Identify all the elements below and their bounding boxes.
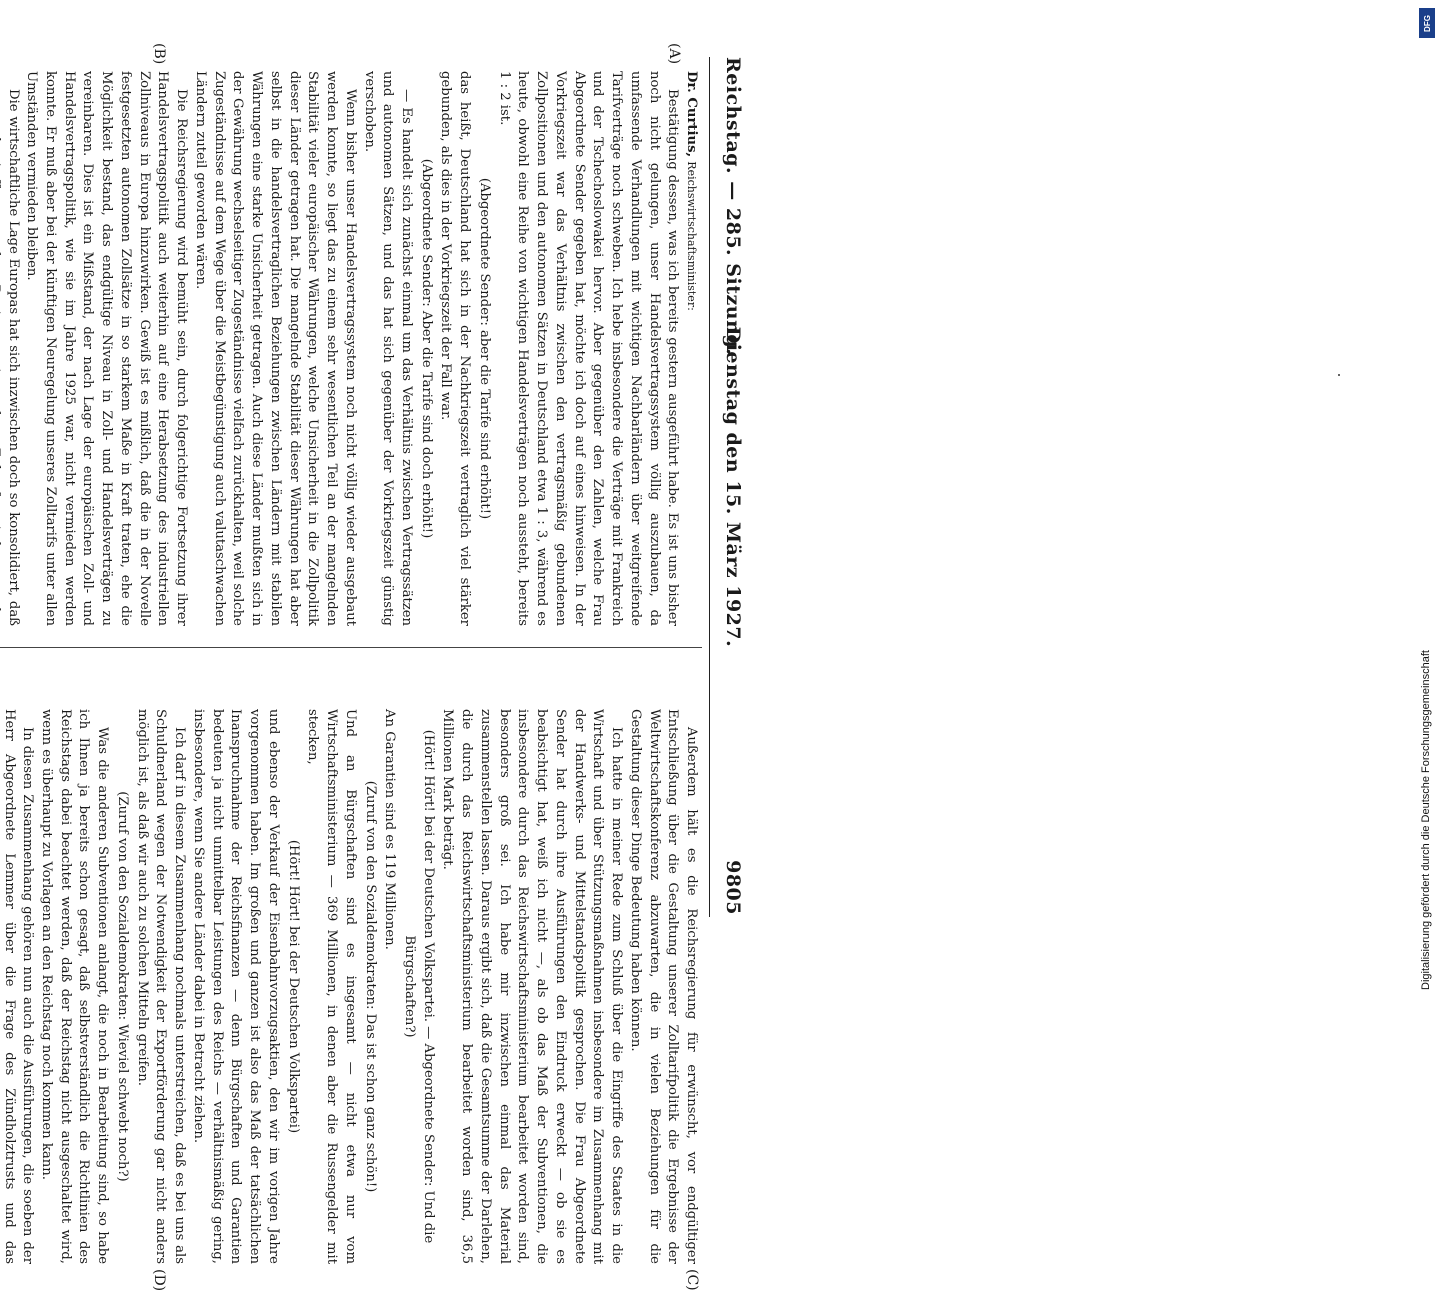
paragraph: An Garantien sind es 119 Millionen. xyxy=(382,709,398,950)
speaker-line xyxy=(681,71,700,626)
paragraph: In diesen Zusammenhang gehören nun auch die Ausführungen, die soeben der Herr Abgeordnete Lemmer über die Frage des Zündholztrusts und das xyxy=(1,709,36,1264)
margin-mark-c: (C) xyxy=(684,1269,700,1291)
paragraph: — Es handelt sich zunächst einmal um das Verhältnis zwischen Vertragssätzen und autonomen Sätzen, und das hat sich gegenüber der Vorkriegszeit günstig verschoben. xyxy=(361,71,414,626)
interjection: (Hört! Hört! bei der Deutschen Volkspartei. — Abgeordnete Sender: Und die Bürgschaften?) xyxy=(401,729,436,1244)
rotated-page xyxy=(0,37,752,1291)
header-left: Reichstag. — 285. Sitzung. xyxy=(722,57,744,356)
paragraph: Bestätigung dessen, was ich bereits gestern ausgeführt habe. Es ist uns bisher noch nicht gelungen, unser Handelsvertragssystem völlig auszubauen, da umfassende Verhandlungen mit wichtigen Nachbarländern über weitgreifende Tarifverträge noch schweben. Ich hebe insbesondere die Verträge mit Frankreich und der Tschechoslowakei hervor. Aber gegenüber den Zahlen, welche Frau Abgeordnete Sender gegeben hat, möchte ich doch auf eines hinweisen. In der Vorkriegszeit war das Verhältnis zwischen den vertragsmäßig gebundenen Zollpositionen und den autonomen Sätzen in Deutschland etwa 1 : 3, während es heute, obwohl eine Reihe von wichtigen Handelsverträgen noch aussteht, bereits 1 : 2 ist. xyxy=(496,71,681,626)
interjection: (Zuruf von den Sozialdemokraten: Das ist schon ganz schön!) xyxy=(362,780,378,1193)
paragraph: Die Reichsregierung wird bemüht sein, durch folgerichtige Fortsetzung ihrer Handelsvertragspolitik auch weiterhin auf eine Herabsetzung des industriellen Zollniveaus in Europa hinzuwirken. Gewiß ist es mißlich, daß die in der Novelle festgesetzten autonomen Zollsätze in so starkem Maße in Kraft traten, ehe die Möglichkeit bestand, das endgültige Niveau in Zoll- und Handelsverträgen zu vereinbaren. Dies ist ein Mißstand, der nach Lage der europäischen Zoll- und Handelsvertragspolitik, wie sie im Jahre 1925 war, nicht vermieden werden konnte. Er muß aber bei der künftigen Neuregelung unseres Zolltarifs unter allen Umständen vermieden bleiben. xyxy=(24,71,190,626)
speaker-name: Dr. Curtius, xyxy=(684,71,699,158)
paragraph: Ich darf in diesem Zusammenhang nochmals unterstreichen, daß es bei uns als Schuldnerland wegen der Notwendigkeit der Exportförderung gar nicht anders möglich ist, als daß wir auch zu solchen Mitteln greifen. xyxy=(134,709,188,1264)
paragraph: Außerdem hält es die Reichsregierung für erwünscht, vor endgültiger Entschließung über die Gestaltung unserer Zolltarifpolitik die Ergebnisse der Weltwirtschaftskonferenz abzuwarten, die in vielen Beziehungen für die Gestaltung dieser Dinge Bedeutung haben können. xyxy=(627,709,699,1264)
paragraph: und ebenso der Verkauf der Eisenbahnvorzugsaktien, den wir im vorigen Jahre vorgenommen haben. Im großen und ganzen ist also das Maß der tatsächlichen Inanspruchnahme der Reichsfinanzen — denn Bürgschaften und Garantien bedeuten ja nicht unmittelbar Leistungen des Reichs — verhältnismäßig gering, insbesondere, wenn Sie andere Länder dabei in Betracht ziehen. xyxy=(190,709,281,1264)
paragraph: Die wirtschaftliche Lage Europas hat sich inzwischen doch so konsolidiert, daß xyxy=(5,89,21,626)
right-column xyxy=(0,709,700,1264)
interjection: (Abgeordnete Sender: aber die Tarife sind erhöht!) xyxy=(476,177,492,520)
speaker-role: Reichswirtschaftsminister: xyxy=(685,161,698,311)
paragraph: Wenn bisher unser Handelsvertragssystem noch nicht völlig wieder ausgebaut werden konnte, so liegt das zu einem sehr wesentlichen Teil an der mangelnden Stabilität vieler europäischer Währungen, welche Unsicherheit in die Zollpolitik dieser Länder getragen hat. Die mangelnde Stabilität dieser Währungen hat aber selbst in die handelsvertraglichen Beziehungen zwischen Ländern mit stabilen Währungen eine starke Unsicherheit getragen. Auch diese Länder mußten sich in der Gewährung wechselseitiger Zugeständnisse vielfach zurückhalten, weil solche Zugeständnisse auf dem Wege über die Meistbegünstigung auch valutaschwachen Ländern zuteil geworden wären. xyxy=(192,71,358,626)
paragraph: Ich hatte in meiner Rede zum Schluß über die Eingriffe des Staates in die Wirtschaft und über Stützungsmaßnahmen insbesondere im Zusammenhang mit der Handwerks- und Mittelstandspolitik gesprochen. Die Frau Abgeordnete Sender hat durch ihre Ausführungen den Eindruck erweckt — ob sie es beabsichtigt hat, weiß ich nicht —, als ob das Maß der Subventionen, die insbesondere durch das Reichswirtschaftsministerium bearbeitet worden sind, besonders groß sei. Ich habe mir inzwischen einmal das Material zusammenstellen lassen. Daraus ergibt sich, daß die Gesamtsumme der Darlehen, die durch das Reichswirtschaftsministerium bearbeitet worden sind, 36,5 Millionen Mark beträgt. xyxy=(440,709,625,1264)
page-header xyxy=(704,37,744,937)
interjection: (Zuruf von den Sozialdemokraten: Wieviel schwebt noch?) xyxy=(114,791,130,1182)
column-divider xyxy=(0,647,702,648)
interjection: (Hört! Hört! bei der Deutschen Volkspartei) xyxy=(285,839,301,1134)
header-rule xyxy=(709,57,710,917)
header-center: Dienstag den 15. März 1927. xyxy=(722,326,744,648)
header-page-number: 9805 xyxy=(722,860,744,915)
paragraph: Und an Bürgschaften sind es insgesamt — nicht etwa nur vom Wirtschaftsministerium — 369 Millionen, in denen aber die Russengelder mit stecken, xyxy=(305,709,358,1264)
left-column xyxy=(0,71,700,626)
paragraph: das heißt, Deutschland hat sich in der Nachkriegszeit vertraglich viel stärker gebunden, als dies in der Vorkriegszeit der Fall war. xyxy=(438,71,473,626)
margin-mark-a: (A) xyxy=(666,43,682,65)
margin-mark-d: (D) xyxy=(151,1269,167,1291)
scan-speck xyxy=(1338,374,1340,376)
margin-mark-b: (B) xyxy=(151,43,167,65)
interjection: (Abgeordnete Sender: Aber die Tarife sind doch erhöht!) xyxy=(418,158,434,539)
digitization-credit-text: Digitalisierung gefördert durch die Deutsche Forschungsgemeinschaft xyxy=(1420,650,1432,990)
digitization-credit xyxy=(1418,10,1438,990)
dfg-badge: DFG xyxy=(1419,8,1435,38)
paragraph: Was die anderen Subventionen anlangt, die noch in Bearbeitung sind, so habe ich Ihnen ja bereits schon gesagt, daß selbstverständlich die Richtlinien des Reichstags dabei beachtet werden, daß der Reichstag nicht ausgeschaltet wird, wenn es überhaupt zu Vorlagen an den Reichstag noch kommen kann. xyxy=(39,709,111,1264)
